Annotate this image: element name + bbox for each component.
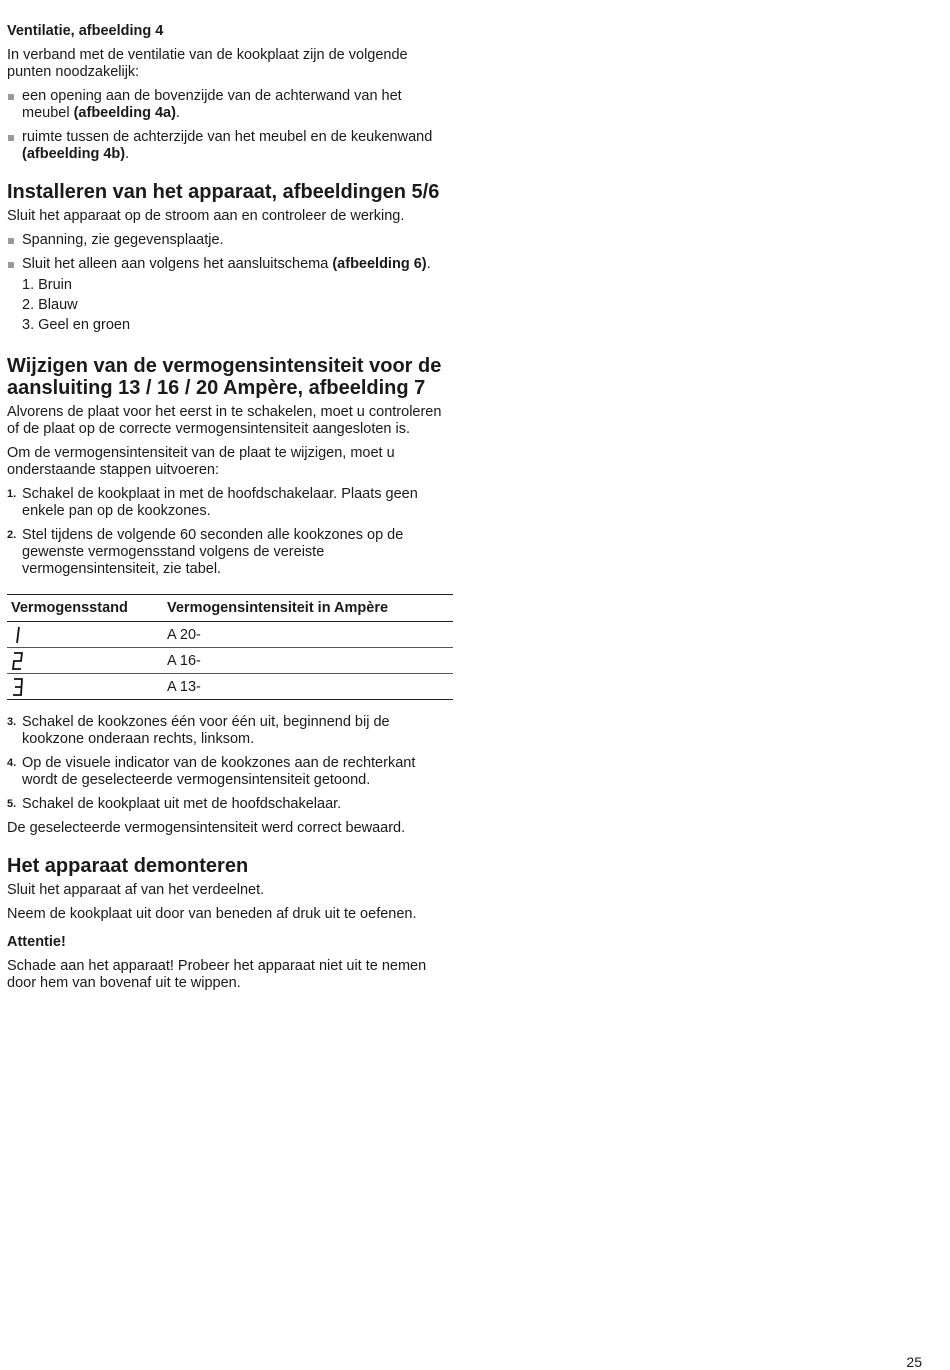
seven-segment-digit-1 — [11, 626, 23, 644]
power-level-table — [7, 594, 453, 700]
ventilation-intro: In verband met de ventilatie van de kookplaat zijn de volgende punten noodzakelijk: — [7, 47, 408, 80]
table-header-cell: Vermogensstand — [7, 595, 163, 622]
bullet-figure-ref: (afbeelding 6) — [332, 256, 427, 272]
bullet-text: Spanning, zie gegevensplaatje. — [22, 232, 224, 248]
install-heading: Installeren van het apparaat, afbeeldingen 5/6 — [7, 181, 440, 203]
bullet-text: een opening aan de bovenzijde van de achterwand van het meubel — [22, 88, 402, 121]
install-intro: Sluit het apparaat op de stroom aan en controleer de werking. — [7, 208, 405, 224]
power-step — [7, 486, 453, 520]
dismount-heading: Het apparaat demonteren — [7, 855, 249, 877]
power-step — [7, 714, 453, 748]
step-number: 1. — [7, 488, 17, 500]
seven-segment-digit-2 — [11, 652, 25, 670]
install-bullet — [7, 232, 453, 249]
power-closing: De geselecteerde vermogensintensiteit werd correct bewaard. — [7, 820, 406, 836]
amp-cell: A 20- — [163, 622, 453, 648]
install-bullet — [7, 256, 453, 273]
table-row — [7, 622, 453, 648]
step-text: Schakel de kookplaat uit met de hoofdschakelaar. — [22, 796, 342, 812]
bullet-end: . — [175, 105, 180, 121]
step-text: Stel tijdens de volgende 60 seconden alle kookzones op de gewenste vermogensstand volgens de vereiste vermogensintensiteit, zie tabel. — [22, 527, 404, 577]
step-number: 2. — [7, 529, 17, 541]
level-cell — [7, 674, 163, 700]
page-number: 25 — [906, 1354, 922, 1370]
attention-heading: Attentie! — [7, 934, 66, 950]
step-text: Op de visuele indicator van de kookzones aan de rechterkant wordt de geselecteerde vermogensintensiteit getoond. — [22, 755, 416, 788]
wire-color-item: 3. Geel en groen — [22, 317, 131, 333]
table-header-row — [7, 595, 453, 622]
table-row — [7, 674, 453, 700]
wire-color-item: 2. Blauw — [22, 297, 78, 313]
bullet-end: . — [125, 146, 130, 162]
power-step — [7, 527, 453, 578]
bullet-end: . — [426, 256, 431, 272]
table-header-cell: Vermogensintensiteit in Ampère — [163, 595, 453, 622]
ventilation-bullet — [7, 88, 453, 122]
step-text: Schakel de kookzones één voor één uit, beginnend bij de kookzone onderaan rechts, linksom. — [22, 714, 390, 747]
bullet-figure-ref: (afbeelding 4b) — [22, 146, 126, 162]
wire-color-item: 1. Bruin — [22, 277, 72, 293]
amp-cell: A 16- — [163, 648, 453, 674]
ventilation-heading: Ventilatie, afbeelding 4 — [7, 23, 164, 39]
bullet-square-icon — [8, 94, 14, 100]
power-step — [7, 796, 453, 813]
power-paragraph: Om de vermogensintensiteit van de plaat te wijzigen, moet u onderstaande stappen uitvoeren: — [7, 445, 395, 478]
ventilation-bullet — [7, 129, 453, 163]
bullet-square-icon — [8, 238, 14, 244]
level-cell — [7, 622, 163, 648]
dismount-paragraph: Sluit het apparaat af van het verdeelnet. — [7, 882, 265, 898]
power-step — [7, 755, 453, 789]
power-heading: Wijzigen van de vermogensintensiteit voor de aansluiting 13 / 16 / 20 Ampère, afbeelding 7 — [7, 355, 442, 399]
bullet-figure-ref: (afbeelding 4a) — [73, 105, 176, 121]
step-number: 4. — [7, 757, 17, 769]
bullet-text: Sluit het alleen aan volgens het aansluitschema — [22, 256, 333, 272]
step-number: 3. — [7, 716, 17, 728]
amp-cell: A 13- — [163, 674, 453, 700]
step-number: 5. — [7, 798, 17, 810]
warning-paragraph: Schade aan het apparaat! Probeer het apparaat niet uit te nemen door hem van bovenaf uit te wippen. — [7, 958, 427, 991]
page-column — [7, 22, 453, 999]
power-paragraph: Alvorens de plaat voor het eerst in te schakelen, moet u controleren of de plaat op de correcte vermogensintensiteit aangesloten is. — [7, 404, 442, 437]
step-text: Schakel de kookplaat in met de hoofdschakelaar. Plaats geen enkele pan op de kookzones. — [22, 486, 418, 519]
dismount-paragraph: Neem de kookplaat uit door van beneden af druk uit te oefenen. — [7, 906, 417, 922]
bullet-square-icon — [8, 262, 14, 268]
bullet-square-icon — [8, 135, 14, 141]
seven-segment-digit-3 — [11, 678, 25, 696]
table-row — [7, 648, 453, 674]
bullet-text: ruimte tussen de achterzijde van het meubel en de keukenwand — [22, 129, 433, 145]
level-cell — [7, 648, 163, 674]
